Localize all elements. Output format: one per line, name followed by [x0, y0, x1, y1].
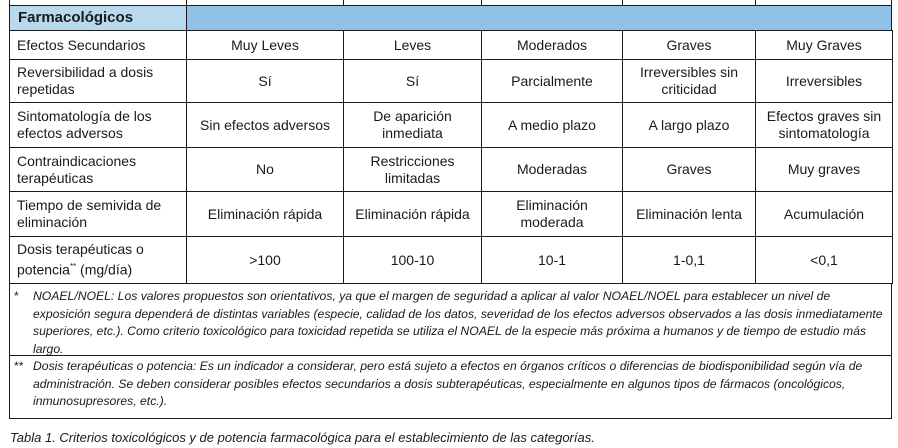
table-cell: A largo plazo	[623, 103, 756, 148]
table-cell: <0,1	[756, 237, 893, 284]
footnotes-box	[9, 283, 892, 419]
table-cell: Eliminación lenta	[623, 192, 756, 237]
table-cell: Eliminación rápida	[344, 192, 482, 237]
table-row	[10, 60, 893, 103]
table-cell: >100	[187, 237, 344, 284]
table-cell: Muy Graves	[756, 31, 893, 60]
table-row	[10, 103, 893, 148]
footnote-noael	[10, 288, 891, 356]
row-label-dosis-unit: (mg/día)	[76, 261, 133, 278]
section-header-label: Farmacológicos	[10, 6, 187, 30]
table-cell: Moderadas	[482, 148, 623, 192]
table-cell: Sin efectos adversos	[187, 103, 344, 148]
footnote-mark: *	[14, 289, 19, 303]
table-cell: Muy Leves	[187, 31, 344, 60]
table-cell: Efectos graves sin sintomatología	[756, 103, 893, 148]
table-cell: 100-10	[344, 237, 482, 284]
table-cell: A medio plazo	[482, 103, 623, 148]
row-label-contraindicaciones: Contraindicaciones terapéuticas	[10, 148, 187, 192]
table-row	[10, 237, 893, 284]
table-row	[10, 31, 893, 60]
row-label-dosis	[10, 237, 187, 284]
table-cell: Graves	[623, 148, 756, 192]
table-cell: Moderados	[482, 31, 623, 60]
criteria-table	[9, 30, 893, 284]
table-cell: Irreversibles sin criticidad	[623, 60, 756, 103]
table-cell: Irreversibles	[756, 60, 893, 103]
row-label-reversibilidad: Reversibilidad a dosis repetidas	[10, 60, 187, 103]
footnote-mark: **	[14, 359, 24, 373]
table-cell: Leves	[344, 31, 482, 60]
table-cell: 10-1	[482, 237, 623, 284]
footnote-marker: **	[69, 262, 77, 272]
row-label-semivida: Tiempo de semivida de eliminación	[10, 192, 187, 237]
table-cell: 1-0,1	[623, 237, 756, 284]
footnote-dosis	[10, 358, 891, 414]
table-cell: Restricciones limitadas	[344, 148, 482, 192]
table-row	[10, 192, 893, 237]
row-label-efectos-secundarios: Efectos Secundarios	[10, 31, 187, 60]
table-cell: Acumulación	[756, 192, 893, 237]
row-label-sintomatologia: Sintomatología de los efectos adversos	[10, 103, 187, 148]
section-header-band	[9, 5, 892, 31]
table-cell: Eliminación moderada	[482, 192, 623, 237]
table-cell: Parcialmente	[482, 60, 623, 103]
table-cell: Muy graves	[756, 148, 893, 192]
table-cell: No	[187, 148, 344, 192]
table-caption: Tabla 1. Criterios toxicológicos y de potencia farmacológica para el establecimiento de las categorías.	[10, 430, 595, 445]
footnote-text: Dosis terapéuticas o potencia: Es un indicador a considerar, pero está sujeto a efectos en órganos críticos o diferencias de biodisponibilidad según vía de administración. Se deben considerar posibles efectos secundarios a dosis subterapéuticas, especialmente en algunos tipos de fármacos (oncológicos, inmunosupresores, etc.).	[33, 359, 863, 408]
table-cell: De aparición inmediata	[344, 103, 482, 148]
table-cell: Sí	[187, 60, 344, 103]
table-row	[10, 148, 893, 192]
row-label-dosis-main: Dosis terapéuticas o potencia	[17, 241, 144, 278]
table-cell: Graves	[623, 31, 756, 60]
table-cell: Sí	[344, 60, 482, 103]
footnote-text: NOAEL/NOEL: Los valores propuestos son orientativos, ya que el margen de seguridad a aplicar al valor NOAEL/NOEL para establecer un nivel de exposición segura dependerá de distintas variables (especie, calidad de los datos, severidad de los efectos adversos observados a las dosis inmediatamente superiores, etc.). Como criterio toxicológico para toxicidad repetida se utiliza el NOAEL de la especie más próxima a humanos y de tiempo de estudio más largo.	[33, 289, 883, 356]
table-cell: Eliminación rápida	[187, 192, 344, 237]
